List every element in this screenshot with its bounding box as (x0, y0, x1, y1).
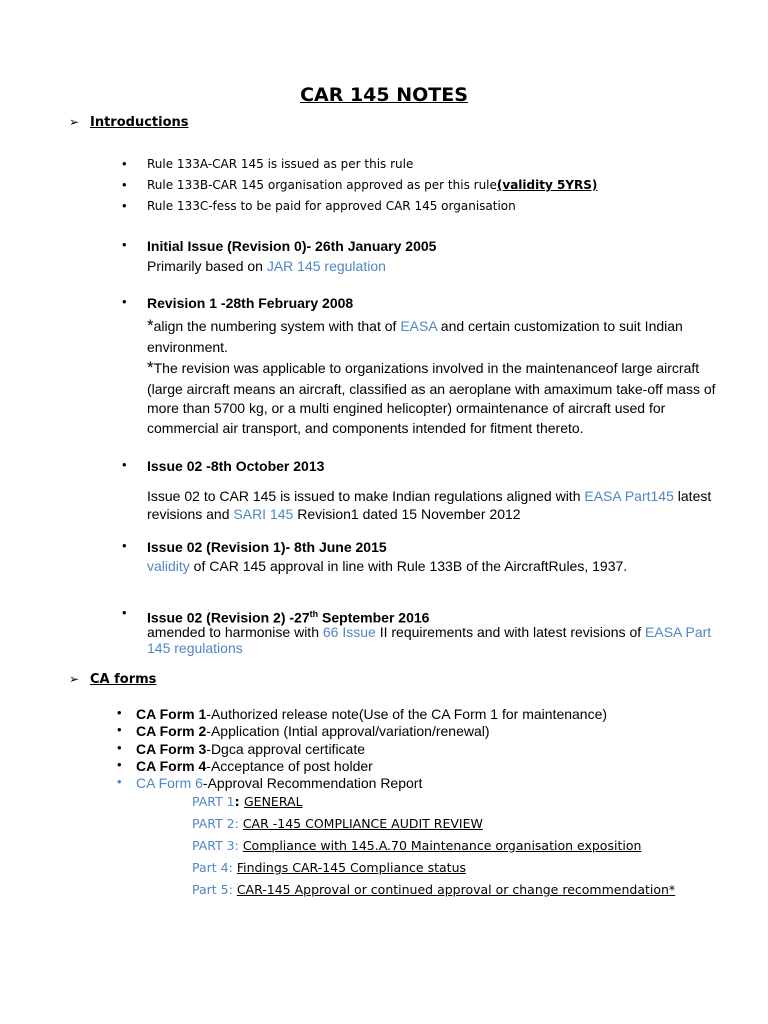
revision-1-line-a (147, 316, 683, 336)
bullet-icon: • (117, 774, 122, 789)
ca-form-2-name: CA Form 2 (136, 723, 207, 739)
bullet-icon: • (122, 198, 127, 213)
rev1-a-pre: align the numbering system with that of (153, 318, 401, 334)
initial-issue-heading: Initial Issue (Revision 0)- 26th January 2005 (147, 238, 437, 254)
easa-part145-link[interactable]: EASA Part145 (584, 488, 674, 504)
rule-133b-validity: (validity 5YRS) (496, 178, 598, 192)
ca-form-3-desc: -Dgca approval certificate (206, 741, 366, 757)
ca-form-6 (136, 773, 422, 793)
sari-145-link[interactable]: SARI 145 (233, 506, 294, 522)
ca-form-6-link[interactable]: CA Form 6 (136, 775, 203, 791)
revision-1-line-b3: more than 5700 kg, or a multi engined helicopter) ormaintenance of aircraft used for (147, 400, 666, 416)
issue-02-heading: Issue 02 -8th October 2013 (147, 458, 325, 474)
bullet-icon: • (122, 294, 127, 309)
ca-form-1-desc: -Authorized release note(Use of the CA Form 1 for maintenance) (206, 706, 608, 722)
part-3-text: Compliance with 145.A.70 Maintenance organisation exposition (242, 838, 642, 853)
part-2-text: CAR -145 COMPLIANCE AUDIT REVIEW (242, 816, 483, 831)
part-1-sep: : (234, 794, 244, 809)
part-2 (192, 816, 483, 831)
part-5-text: CAR-145 Approval or continued approval or change recommendation* (236, 882, 676, 897)
bullet-icon: • (117, 757, 122, 772)
bullet-icon: • (117, 705, 122, 720)
easa-link[interactable]: EASA (400, 318, 437, 334)
revision-1-line-b2: (large aircraft means an aircraft, classified as an aeroplane with amaximum take-off mass of (147, 381, 716, 397)
ca-form-2-desc: -Application (Intial approval/variation/renewal) (206, 723, 490, 739)
rule-133a: Rule 133A-CAR 145 is issued as per this rule (147, 157, 414, 171)
rule-133b (147, 178, 597, 192)
bullet-icon: • (117, 740, 122, 755)
section-heading-ca-forms: CA forms (90, 672, 157, 687)
issue02-l2-post: Revision1 dated 15 November 2012 (293, 506, 521, 522)
star-mark: * (147, 316, 154, 335)
issue02r2-l1-pre: amended to harmonise with (147, 624, 323, 640)
section-heading-introductions: Introductions (90, 115, 189, 130)
part-4-text: Findings CAR-145 Compliance status (236, 860, 466, 875)
part-1 (192, 794, 303, 809)
part-4 (192, 860, 466, 875)
part-1-label[interactable]: PART 1 (192, 794, 235, 809)
arrow-bullet-icon: ➢ (69, 672, 80, 686)
bullet-icon: • (122, 457, 127, 472)
bullet-icon: • (122, 538, 127, 553)
jar-145-link[interactable]: JAR 145 regulation (266, 258, 386, 274)
validity-link[interactable]: validity (147, 558, 190, 574)
revision-1-line-b1 (147, 358, 699, 378)
initial-issue-text (147, 256, 386, 276)
part-3-label[interactable]: PART 3: (192, 838, 239, 853)
issue-02-rev1-text (147, 556, 627, 576)
part-5 (192, 882, 675, 897)
part-5-label[interactable]: Part 5: (192, 882, 233, 897)
issue-02-line-2 (147, 504, 521, 524)
issue02r1-post: of CAR 145 approval in line with Rule 133B of the AircraftRules, 1937. (189, 558, 628, 574)
ca-form-6-desc: -Approval Recommendation Report (202, 775, 423, 791)
bullet-icon: • (122, 237, 127, 252)
initial-issue-pre: Primarily based on (147, 258, 267, 274)
rule-133c: Rule 133C-fess to be paid for approved CAR 145 organisation (147, 199, 516, 213)
arrow-bullet-icon: ➢ (69, 115, 80, 129)
issue02-l1-post: latest (673, 488, 712, 504)
ca-form-4-name: CA Form 4 (136, 758, 207, 774)
rev1-a-post: and certain customization to suit Indian (436, 318, 683, 334)
issue02-l1-pre: Issue 02 to CAR 145 is issued to make Indian regulations aligned with (147, 488, 585, 504)
bullet-icon: • (122, 605, 127, 620)
issue02r2-l1-mid: II requirements and with latest revisions of (375, 624, 646, 640)
part-4-label[interactable]: Part 4: (192, 860, 233, 875)
star-mark: * (147, 358, 154, 377)
ca-form-2 (136, 721, 490, 741)
page-title: CAR 145 NOTES (300, 84, 468, 106)
revision-1-heading: Revision 1 -28th February 2008 (147, 295, 354, 311)
ca-form-3-name: CA Form 3 (136, 741, 207, 757)
revision-1-line-b4: commercial air transport, and components intended for fitment thereto. (147, 420, 584, 436)
issue02-l2-pre: revisions and (147, 506, 234, 522)
issue02r2-heading-pre: Issue 02 (Revision 2) -27 (147, 609, 310, 626)
issue-02-rev1-heading: Issue 02 (Revision 1)- 8th June 2015 (147, 539, 387, 555)
revision-1-line-a2: environment. (147, 339, 228, 355)
easa-part-link[interactable]: EASA Part (645, 624, 712, 640)
part-2-label[interactable]: PART 2: (192, 816, 239, 831)
issue02r2-heading-sup: th (309, 609, 319, 619)
rev1-b1-text: The revision was applicable to organizations involved in the maintenanceof large aircraft (153, 360, 700, 376)
bullet-icon: • (122, 177, 127, 192)
66-issue-link[interactable]: 66 Issue (322, 624, 376, 640)
ca-form-4-desc: -Acceptance of post holder (206, 758, 373, 774)
145-regulations-link[interactable]: 145 regulations (147, 640, 243, 656)
bullet-icon: • (122, 156, 127, 171)
bullet-icon: • (117, 722, 122, 737)
rule-133b-text: Rule 133B-CAR 145 organisation approved as per this rule (147, 178, 497, 192)
issue02r2-heading-post: September 2016 (318, 609, 430, 626)
ca-form-1-name: CA Form 1 (136, 706, 207, 722)
part-1-text: GENERAL (244, 794, 303, 809)
part-3 (192, 838, 641, 853)
issue-02-line-1 (147, 486, 711, 506)
